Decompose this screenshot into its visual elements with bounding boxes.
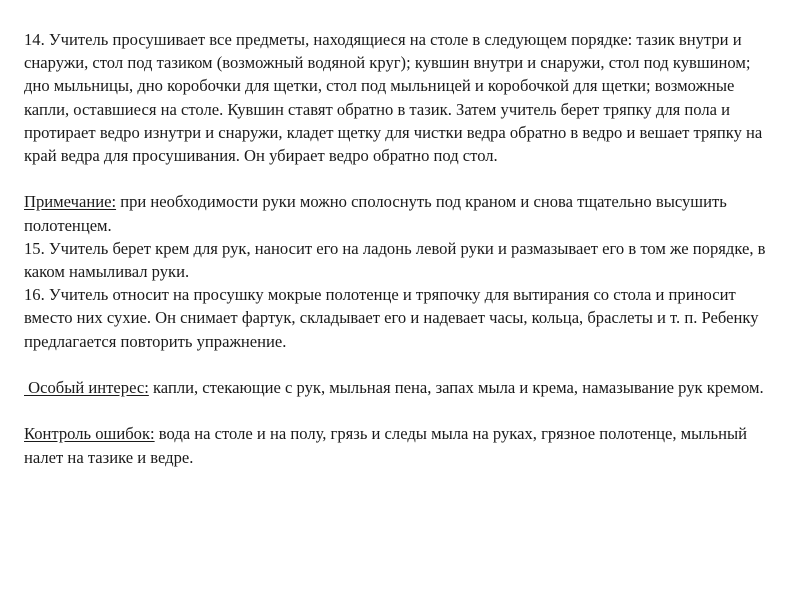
note-label: Примечание: bbox=[24, 192, 117, 212]
interest-label: Особый интерес: bbox=[24, 378, 149, 398]
note-text: при необходимости руки можно сполоснуть под краном и снова тщательно высушить полотенцем. bbox=[24, 192, 727, 235]
step-16-paragraph: 16. Учитель относит на просушку мокрые полотенце и тряпочку для вытирания со стола и приносит вместо них сухие. Он снимает фартук, складывает его и надевает часы, кольца, браслеты и т. п. Ребенку предлагается повторить упражнение. bbox=[24, 285, 759, 351]
errors-text: вода на столе и на полу, грязь и следы мыла на руках, грязное полотенце, мыльный налет на тазике и ведре. bbox=[24, 424, 748, 467]
paragraph-gap bbox=[24, 399, 776, 422]
slide-text bbox=[24, 28, 776, 469]
step-14-paragraph: 14. Учитель просушивает все предметы, находящиеся на столе в следующем порядке: тазик внутри и снаружи, стол под тазиком (возможный водяной круг); кувшин внутри и снаружи, стол под кувшином; дно мыльницы, дно коробочки для щетки, стол под мыльницей и коробочкой для щетки; возможные капли, оставшиеся на столе. Кувшин ставят обратно в тазик. Затем учитель берет тряпку для пола и протирает ведро изнутри и снаружи, кладет щетку для чистки ведра обратно в ведро и вешает тряпку на край ведра для просушивания. Он убирает ведро обратно под стол. bbox=[24, 30, 763, 166]
paragraph-gap bbox=[24, 353, 776, 376]
errors-label: Контроль ошибок: bbox=[24, 424, 155, 444]
step-15-paragraph: 15. Учитель берет крем для рук, наносит его на ладонь левой руки и размазывает его в том же порядке, в каком намыливал руки. bbox=[24, 238, 766, 282]
interest-paragraph bbox=[24, 376, 776, 399]
errors-paragraph bbox=[24, 422, 776, 468]
paragraph-gap bbox=[24, 167, 776, 190]
note-paragraph bbox=[24, 190, 776, 236]
interest-text: капли, стекающие с рук, мыльная пена, запах мыла и крема, намазывание рук кремом. bbox=[148, 378, 764, 398]
